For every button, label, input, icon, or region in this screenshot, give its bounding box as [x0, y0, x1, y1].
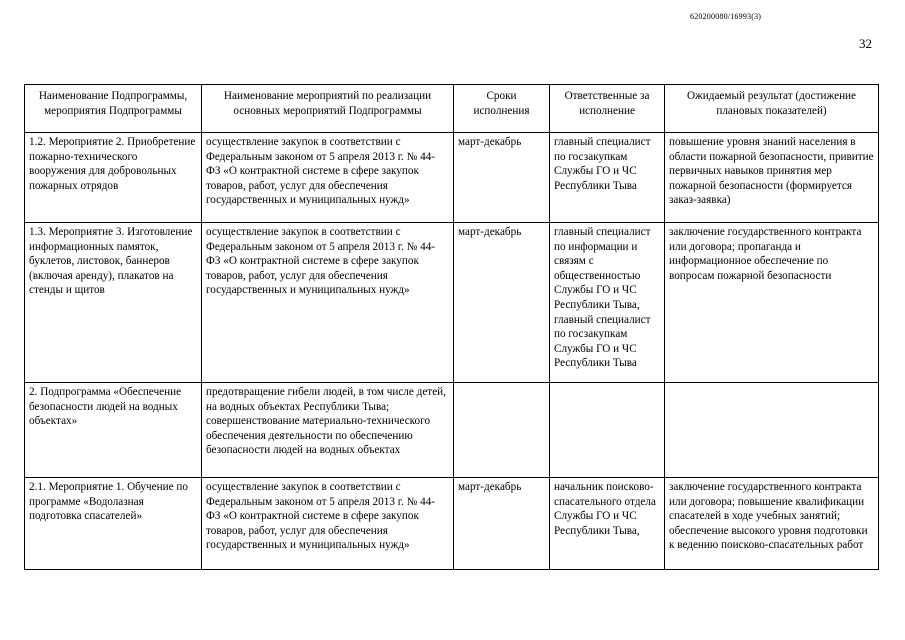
cell-expected-result [665, 383, 879, 478]
cell-period [454, 383, 550, 478]
cell-subprogram-name: 1.2. Мероприятие 2. Приобретение пожарно-технического вооружения для добровольных пожарных отрядов [25, 133, 202, 223]
document-code: 620200080/16993(3) [690, 12, 762, 21]
table-row [25, 223, 879, 383]
header-subprogram-name: Наименование Подпрограммы, мероприятия Подпрограммы [25, 85, 202, 133]
page-number: 32 [859, 36, 872, 51]
header-period: Сроки исполнения [454, 85, 550, 133]
header-activity-name: Наименование мероприятий по реализации основных мероприятий Подпрограммы [202, 85, 454, 133]
table-row [25, 383, 879, 478]
cell-subprogram-name: 1.3. Мероприятие 3. Изготовление информационных памяток, буклетов, листовок, баннеров (включая аренду), плакатов на стенды и щитов [25, 223, 202, 383]
table-header-row [25, 85, 879, 133]
cell-responsible: главный специалист по информации и связям с общественностью Службы ГО и ЧС Республики Тыва, главный специалист по госзакупкам Службы ГО и ЧС Республики Тыва [550, 223, 665, 383]
cell-activity: осуществление закупок в соответствии с Федеральным законом от 5 апреля 2013 г. № 44-ФЗ «О контрактной системе в сфере закупок товаров, работ, услуг для обеспечения государственных и муниципальных нужд» [202, 133, 454, 223]
table-row [25, 478, 879, 570]
header-responsible: Ответственные за исполнение [550, 85, 665, 133]
cell-activity: предотвращение гибели людей, в том числе детей, на водных объектах Республики Тыва; совершенствование материально-технического обеспечения деятельности по обеспечению безопасности людей на водных объектах [202, 383, 454, 478]
cell-activity: осуществление закупок в соответствии с Федеральным законом от 5 апреля 2013 г. № 44-ФЗ «О контрактной системе в сфере закупок товаров, работ, услуг для обеспечения государственных и муниципальных нужд» [202, 223, 454, 383]
cell-expected-result: повышение уровня знаний населения в области пожарной безопасности, привитие первичных навыков принятия мер пожарной безопасности (формируется заказ-заявка) [665, 133, 879, 223]
cell-period: март-декабрь [454, 478, 550, 570]
cell-responsible [550, 383, 665, 478]
cell-subprogram-name: 2.1. Мероприятие 1. Обучение по программе «Водолазная подготовка спасателей» [25, 478, 202, 570]
cell-responsible: главный специалист по госзакупкам Службы ГО и ЧС Республики Тыва [550, 133, 665, 223]
cell-expected-result: заключение государственного контракта или договора; повышение квалификации спасателей в ходе учебных занятий; обеспечение высокого уровня подготовки к ведению поисково-спасательных работ [665, 478, 879, 570]
cell-period: март-декабрь [454, 133, 550, 223]
cell-expected-result: заключение государственного контракта или договора; пропаганда и информационное обеспечение по вопросам пожарной безопасности [665, 223, 879, 383]
program-activities-table [24, 84, 879, 570]
cell-period: март-декабрь [454, 223, 550, 383]
cell-activity: осуществление закупок в соответствии с Федеральным законом от 5 апреля 2013 г. № 44-ФЗ «О контрактной системе в сфере закупок товаров, работ, услуг для обеспечения государственных и муниципальных нужд» [202, 478, 454, 570]
table-row [25, 133, 879, 223]
cell-responsible: начальник поисково-спасательного отдела Службы ГО и ЧС Республики Тыва, [550, 478, 665, 570]
cell-subprogram-name: 2. Подпрограмма «Обеспечение безопасности людей на водных объектах» [25, 383, 202, 478]
header-expected-result: Ожидаемый результат (достижение плановых показателей) [665, 85, 879, 133]
